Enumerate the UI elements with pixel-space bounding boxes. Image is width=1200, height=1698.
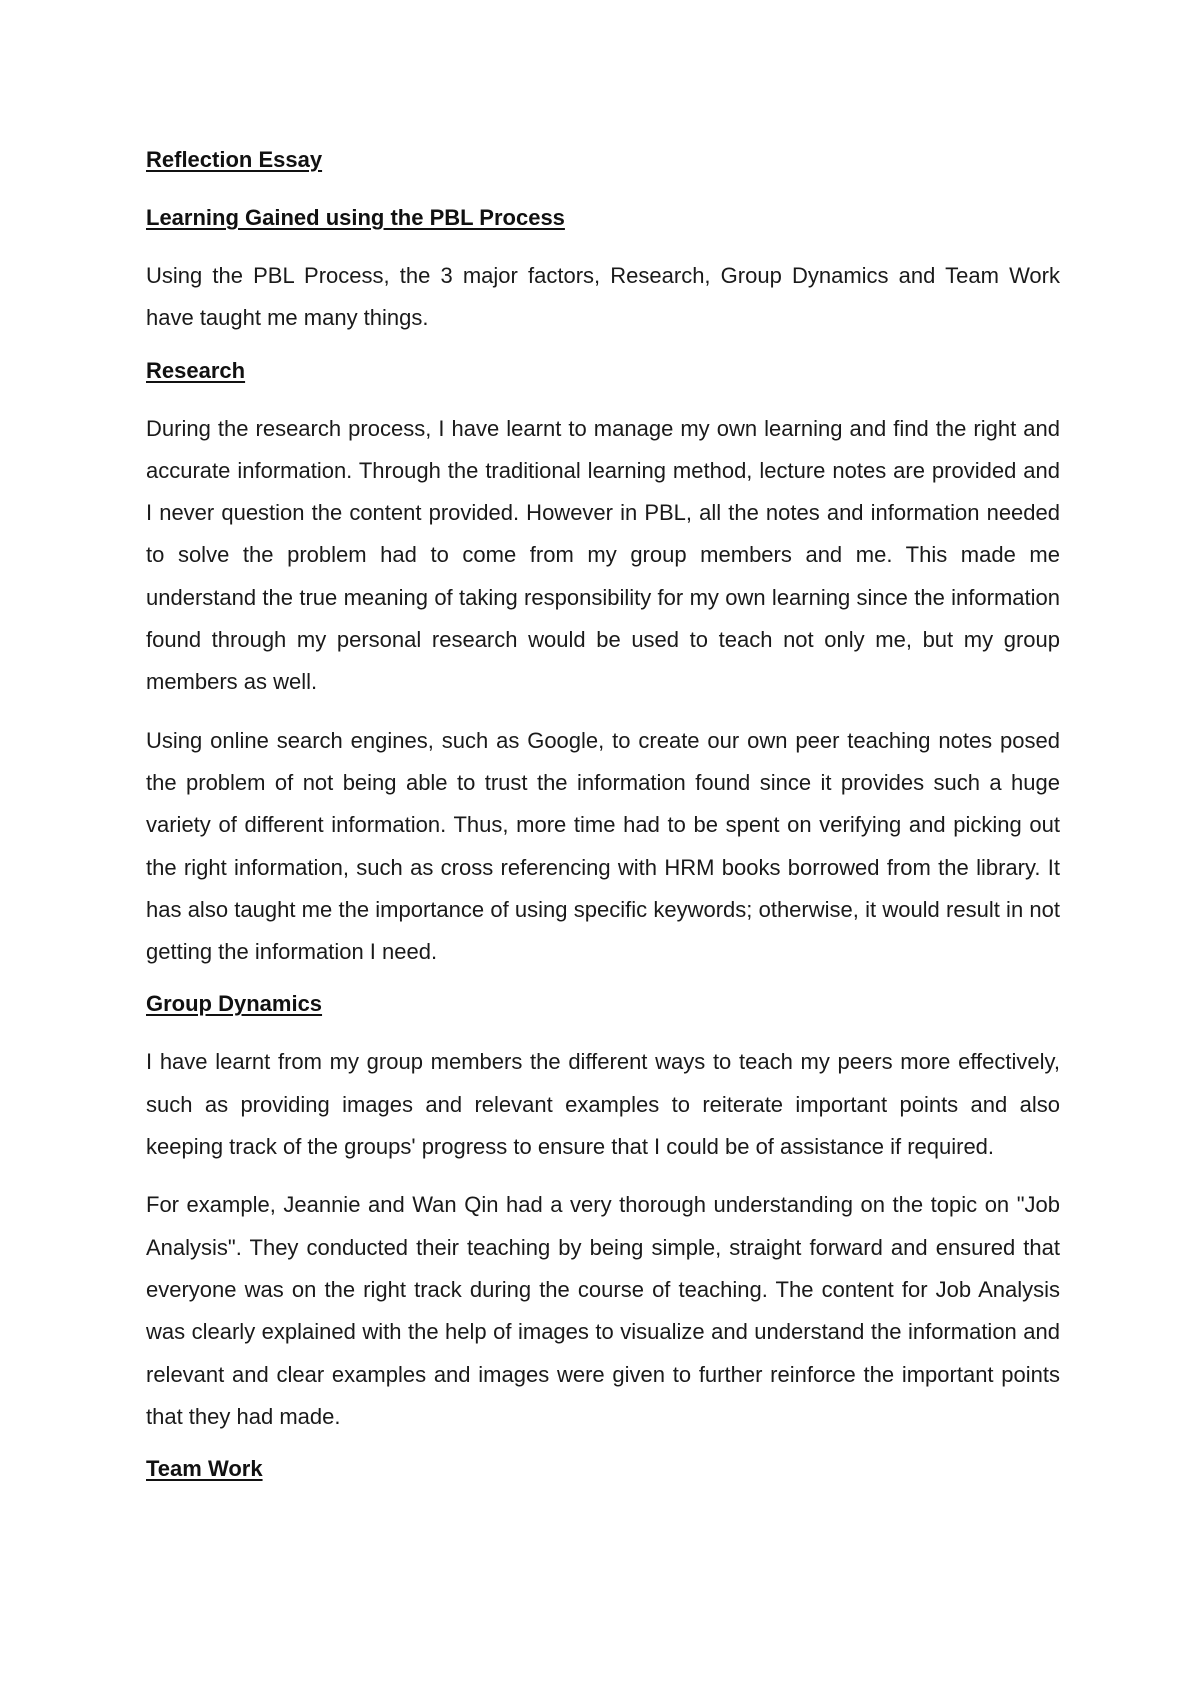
intro-paragraph: Using the PBL Process, the 3 major factors, Research, Group Dynamics and Team Work have taught me many things.: [146, 263, 1060, 331]
research-paragraph-2: Using online search engines, such as Google, to create our own peer teaching notes posed the problem of not being able to trust the information found since it provides such a huge variety of different information. Thus, more time had to be spent on verifying and picking out the right information, such as cross referencing with HRM books borrowed from the library. It has also taught me the importance of using specific keywords; otherwise, it would result in not getting the information I need.: [146, 727, 1060, 965]
section-heading-group-dynamics: Group Dynamics: [146, 991, 323, 1017]
document-page: [146, 145, 1060, 1506]
document-title: Reflection Essay: [146, 147, 323, 172]
group-dynamics-paragraph-2: For example, Jeannie and Wan Qin had a very thorough understanding on the topic on "Job Analysis". They conducted their teaching by being simple, straight forward and ensured that everyone was on the right track during the course of teaching. The content for Job Analysis was clearly explained with the help of images to visualize and understand the information and relevant and clear examples and images were given to further reinforce the important points that they had made.: [146, 1192, 1060, 1429]
section-team-work: [146, 1454, 1060, 1484]
section-research: [146, 356, 1060, 974]
document-subtitle: Learning Gained using the PBL Process: [146, 205, 565, 230]
group-dynamics-paragraph-1: I have learnt from my group members the different ways to teach my peers more effectively, such as providing images and relevant examples to reiterate important points and also keeping track of the groups' progress to ensure that I could be of assistance if required.: [146, 1049, 1060, 1160]
section-heading-team-work: Team Work: [146, 1456, 263, 1482]
section-group-dynamics: [146, 989, 1060, 1438]
research-paragraph-1: During the research process, I have learnt to manage my own learning and find the right and accurate information. Through the traditional learning method, lecture notes are provided and I never question the content provided. However in PBL, all the notes and information needed to solve the problem had to come from my group members and me. This made me understand the true meaning of taking responsibility for my own learning since the information found through my personal research would be used to teach not only me, but my group members as well.: [146, 415, 1060, 695]
section-heading-research: Research: [146, 357, 246, 383]
